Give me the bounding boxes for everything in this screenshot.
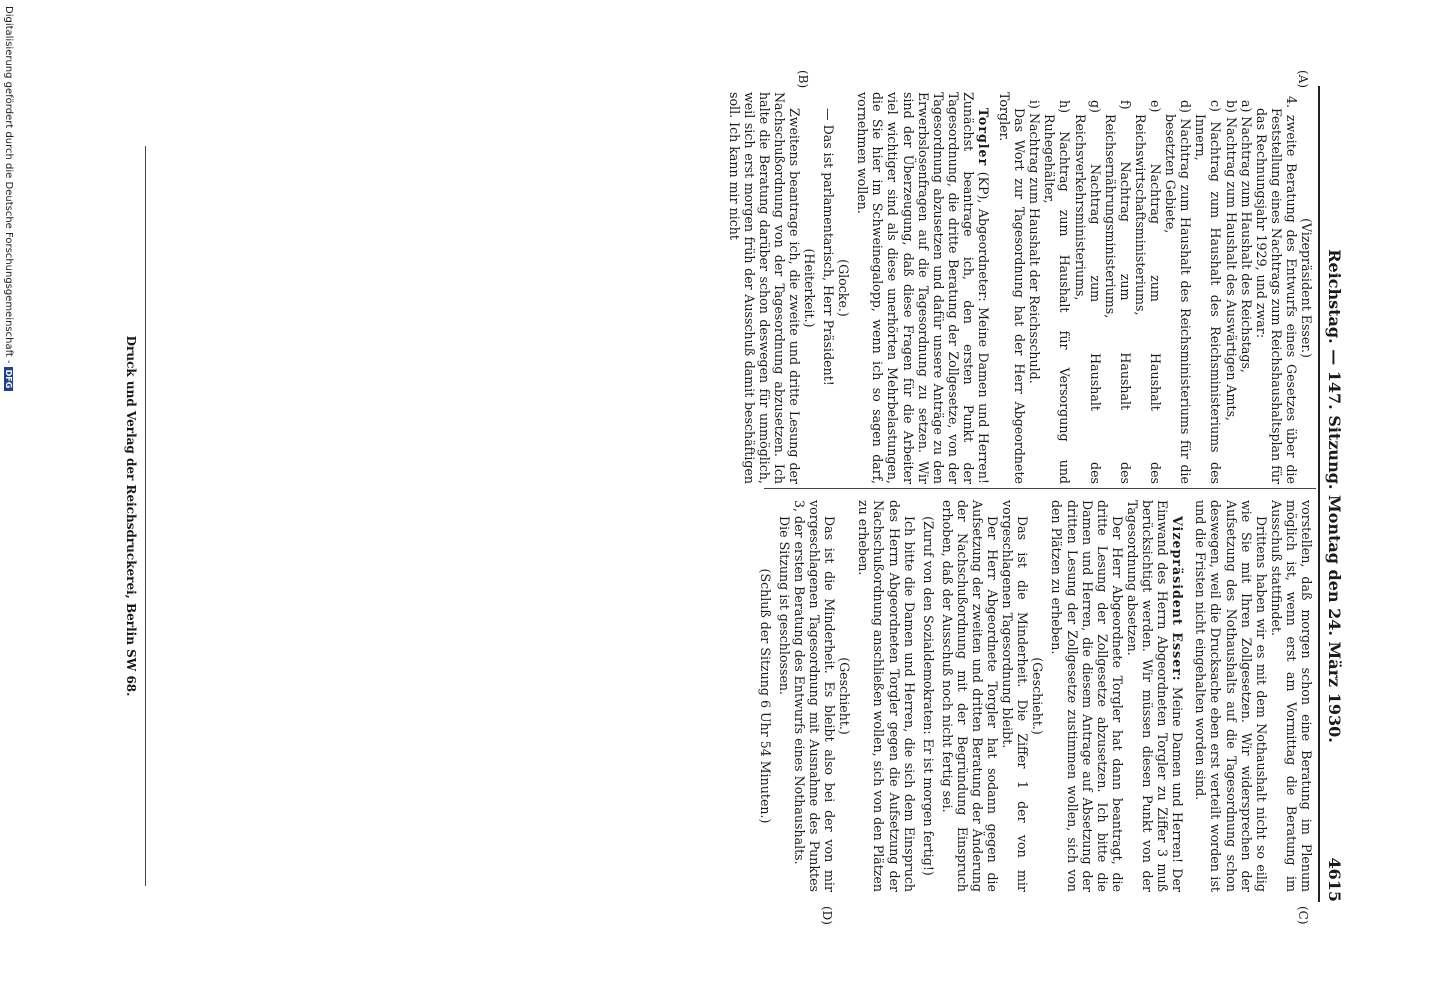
- paragraph-word: Das Wort zur Tagesordnung hat der Herr Abgeordnete Torgler.: [997, 92, 1028, 484]
- paragraph-ich-bitte: Ich bitte die Damen und Herren, die sich dem Einspruch des Herrn Abgeordneten Torgler gegen die Aufsetzung der Nachschußordnung anschließen wollen, sich von den Plätzen zu erheben.: [856, 500, 917, 892]
- digitization-text: Digitalisierung gefördert durch die Deutsche Forschungsgemeinschaft -: [3, 6, 14, 364]
- paragraph-minderheit: Das ist die Minderheit. Es bleibt also bei der von mir vorgeschlagenen Tagesordnung mit Ausnahme des Punktes 3, der ersten Beratung des Entwurfs eines Nothaushalts.: [792, 500, 838, 892]
- footer-rule: [145, 146, 146, 886]
- speech-torgler: [855, 92, 991, 484]
- speaker-name: Vizepräsident Esser:: [1170, 516, 1186, 682]
- paragraph-minderheit: Das ist die Minderheit. Die Ziffer 1 der von mir vorgeschlagenen Tagesordnung bleibt.: [1000, 500, 1031, 892]
- interjection-geschieht: (Geschieht.): [837, 657, 853, 735]
- closing-note: (Schluß der Sitzung 6 Uhr 54 Minuten.): [757, 568, 773, 824]
- margin-mark-c: (C): [1296, 906, 1310, 925]
- paragraph-drittens: Drittens haben wir es mit dem Nothaushalt nicht so eilig wie Sie mit Ihren Zollgesetzen. Wir widersprechen der Aufsetzung des Nothaushalts auf die Tagesordnung schon deswegen, weil die Drucksache eben erst verteilt worden ist und die Fristen nicht eingehalten worden sind.: [1193, 500, 1269, 892]
- paragraph-torgler-beantragt: Der Herr Abgeordnete Torgler hat dann beantragt, die dritte Lesung der Zollgesetze abzusetzen. Ich bitte die Damen und Herren, die diesem Antrage auf Absetzung der dritten Lesung der Zollgesetze zustimmen wollen, sich von den Plätzen zu erheben.: [1049, 500, 1125, 892]
- digitization-note: [3, 0, 14, 1006]
- margin-mark-d: (D): [820, 906, 834, 925]
- agenda-subitem: e) Nachtrag zum Haushalt des Reichswirtschaftsministeriums,: [1132, 100, 1164, 484]
- agenda-subitem: i) Nachtrag zum Haushalt der Reichsschuld.: [1027, 100, 1043, 384]
- left-column: [726, 92, 1314, 484]
- header-rule: [1318, 86, 1320, 902]
- right-column: [758, 500, 1314, 892]
- interjection-heiterkeit: (Heiterkeit.): [802, 248, 817, 328]
- margin-mark-b: (B): [796, 70, 810, 89]
- interjection-glocke: (Glocke.): [836, 259, 852, 317]
- speech-text: Meine Damen und Herren! Der Einwand des Herrn Abgeordneten Torgler zu Ziffer 3 muß berücksichtigt werden. Wir müssen diesen Punkt von der Tagesordnung absetzen.: [1124, 500, 1186, 892]
- interjection-zuruf: (Zuruf von den Sozialdemokraten: Er ist morgen fertig!): [920, 516, 936, 876]
- agenda-subitem: b) Nachtrag zum Haushalt des Auswärtigen Amts,: [1223, 100, 1239, 422]
- header-title: Reichstag. — 147. Sitzung. Montag den 24. März 1930.: [1325, 249, 1344, 743]
- paragraph-continuation: vorstellen, daß morgen schon eine Beratung im Plenum möglich ist, wenn erst am Vormittag die Beratung im Ausschuß stattfindet.: [1268, 500, 1314, 892]
- interjection-geschieht: (Geschieht.): [1030, 657, 1046, 735]
- dfg-logo: DFG: [4, 367, 13, 392]
- page-header: [1322, 86, 1344, 902]
- speech-text: (KP), Abgeordneter: Meine Damen und Herren! Zunächst beantrage ich, den ersten Punkt der Tagesordnung, die dritte Beratung der Zollgesetze, von der Tagesordnung abzusetzen und dafür unsere Anträge zu den Erwerbslosenfragen auf die Tagesordnung zu setzen. Wir sind der Überzeugung, daß diese Fragen für die Arbeiter viel wichtiger sind als diese unerhörten Mehrbelastungen, die Sie hier im Schweinegalopp, wenn ich so sagen darf, vornehmen wollen.: [855, 92, 992, 484]
- speech-vizepraesident: [1125, 500, 1185, 892]
- column-divider: [764, 488, 1316, 489]
- speaker-intro: (Vizepräsident Esser.): [1299, 218, 1314, 358]
- agenda-subitem: g) Nachtrag zum Haushalt des Reichsverkehrsministeriums,: [1072, 100, 1103, 484]
- paragraph-zweitens: Zweitens beantrage ich, die zweite und dritte Lesung der Nachschußordnung von der Tagesordnung abzusetzen. Ich halte die Beratung darüber schon deswegen für unmöglich, weil sich erst morgen früh der Ausschuß damit beschäftigen soll. Ich kann mir nicht: [726, 92, 802, 484]
- margin-mark-a: (A): [1296, 70, 1310, 89]
- agenda-subitem: h) Nachtrag zum Haushalt für Versorgung und Ruhegehälter,: [1042, 100, 1073, 484]
- paragraph-sodann: Der Herr Abgeordnete Torgler hat sodann gegen die Aufsetzung der zweiten und dritten Beratung der Änderung der Nachschußordnung mit der Begründung Einspruch erhoben, daß der Ausschuß noch nicht fertig sei.: [939, 500, 1001, 892]
- paragraph-geschlossen: Die Sitzung ist geschlossen.: [776, 516, 792, 696]
- agenda-item-4: 4. zweite Beratung des Entwurfs eines Gesetzes über die Feststellung eines Nachtrags zum Reichshaushaltsplan für das Rechnungsjahr 1929, und zwar:: [1253, 96, 1299, 484]
- page-number: 4615: [1325, 857, 1344, 902]
- agenda-subitem: a) Nachtrag zum Haushalt des Reichstags,: [1238, 100, 1254, 373]
- paragraph-parlamentarisch: — Das ist parlamentarisch, Herr Präsident!: [821, 108, 837, 386]
- speaker-name: Torgler: [976, 108, 992, 167]
- agenda-subitem: d) Nachtrag zum Haushalt des Reichsministeriums für die besetzten Gebiete,: [1163, 100, 1194, 484]
- agenda-subitem: c) Nachtrag zum Haushalt des Reichsministeriums des Innern,: [1193, 100, 1224, 484]
- printer-footer: Druck und Verlag der Reichsdruckerei, Berlin SW 68.: [124, 335, 138, 697]
- agenda-subitem: f) Nachtrag zum Haushalt des Reichsernährungsministeriums,: [1102, 100, 1133, 484]
